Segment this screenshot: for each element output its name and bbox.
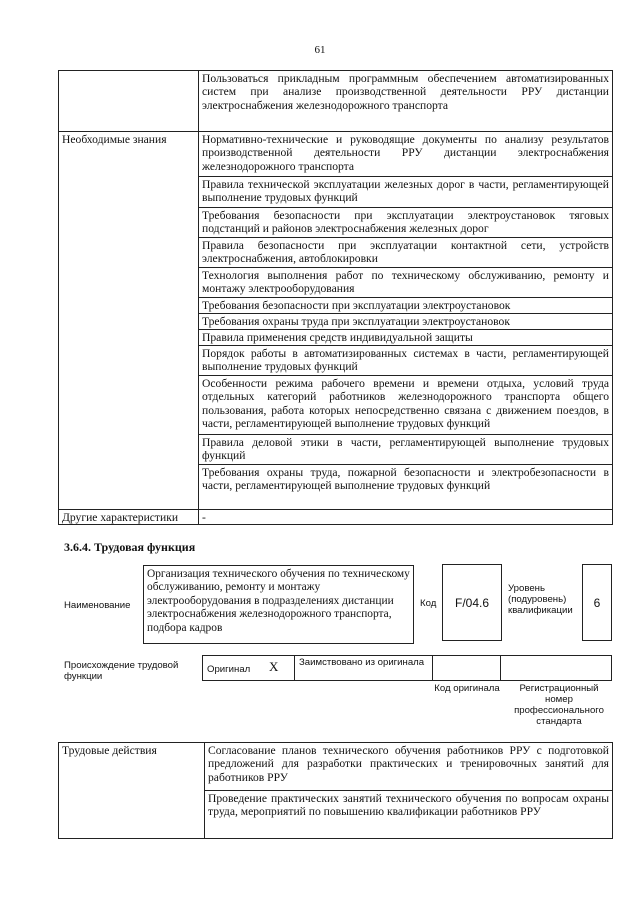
knowledge-item: Правила деловой этики в части, регламентирующей выполнение трудовых функций [199,435,613,465]
skills-continuation-cell: Пользоваться прикладным программным обеспечением автоматизированных систем при анализе производственной деятельности РРУ дистанции электроснабжения железнодорожного транспорта [199,71,613,132]
level-value-box: 6 [582,564,612,641]
name-label: Наименование [64,600,131,611]
knowledge-item: Требования охраны труда, пожарной безопасности и электробезопасности в части, регламентирующей выполнение трудовых функций [199,465,613,510]
original-cell [202,655,295,681]
reg-number-caption: Регистрационный номер профессионального стандарта [514,683,604,727]
other-label-cell: Другие характеристики [59,510,199,525]
knowledge-item: Технология выполнения работ по техническому обслуживанию, ремонту и монтажу электрооборудования [199,268,613,298]
original-mark: X [269,659,279,674]
actions-label-cell: Трудовые действия [59,743,205,839]
action-item: Согласование планов технического обучения работников РРУ с подготовкой предложений для разработки практических и тренировочных занятий для работников РРУ [205,743,613,791]
knowledge-item: Правила применения средств индивидуальной защиты [199,330,613,346]
table-row [59,510,613,525]
actions-table [58,742,613,839]
borrowed-label: Заимствовано из оригинала [299,657,425,668]
origin-code-caption: Код оригинала [434,683,500,694]
borrowed-cell [294,655,433,681]
level-label: Уровень (подуровень) квалификации [508,583,573,616]
table-row [59,743,613,791]
origin-code-cell [432,655,501,681]
function-name-box: Организация технического обучения по техническому обслуживанию, ремонту и монтажу электрооборудования в подразделениях дистанции электроснабжения железнодорожного транспорта, подбора кадров [143,565,414,644]
page-number: 61 [314,44,326,56]
code-value-box: F/04.6 [442,564,502,641]
code-label: Код [420,598,437,609]
knowledge-item: Порядок работы в автоматизированных системах в части, регламентирующей выполнение трудовых функций [199,346,613,376]
table-row [59,132,613,177]
table-row [59,71,613,132]
section-heading: 3.6.4. Трудовая функция [64,540,196,554]
reg-number-cell [500,655,612,681]
other-value-cell: - [199,510,613,525]
knowledge-item: Правила безопасности при эксплуатации контактной сети, устройств электроснабжения, автоблокировки [199,238,613,268]
knowledge-item: Особенности режима рабочего времени и времени отдыха, условий труда отдельных категорий работников железнодорожного транспорта общего пользования, работа которых непосредственно связана с движением поездов, в части, регламентирующей выполнение трудовых функций [199,376,613,435]
action-item: Проведение практических занятий технического обучения по вопросам охраны труда, мероприятий по повышению квалификации работников РРУ [205,791,613,839]
knowledge-item: Нормативно-технические и руководящие документы по анализу результатов производственной деятельности РРУ дистанции электроснабжения железнодорожного транспорта [199,132,613,177]
origin-row [202,655,612,681]
knowledge-item: Требования безопасности при эксплуатации электроустановок тяговых подстанций и районов электроснабжения железных дорог [199,208,613,238]
knowledge-label-cell: Необходимые знания [59,132,199,510]
knowledge-item: Требования безопасности при эксплуатации электроустановок [199,298,613,314]
origin-label: Происхождение трудовой функции [64,660,179,682]
knowledge-item: Правила технической эксплуатации железных дорог в части, регламентирующей выполнение трудовых функций [199,177,613,208]
knowledge-table [58,70,613,525]
knowledge-item: Требования охраны труда при эксплуатации электроустановок [199,314,613,330]
empty-label-cell [59,71,199,132]
original-label: Оригинал [207,664,251,675]
